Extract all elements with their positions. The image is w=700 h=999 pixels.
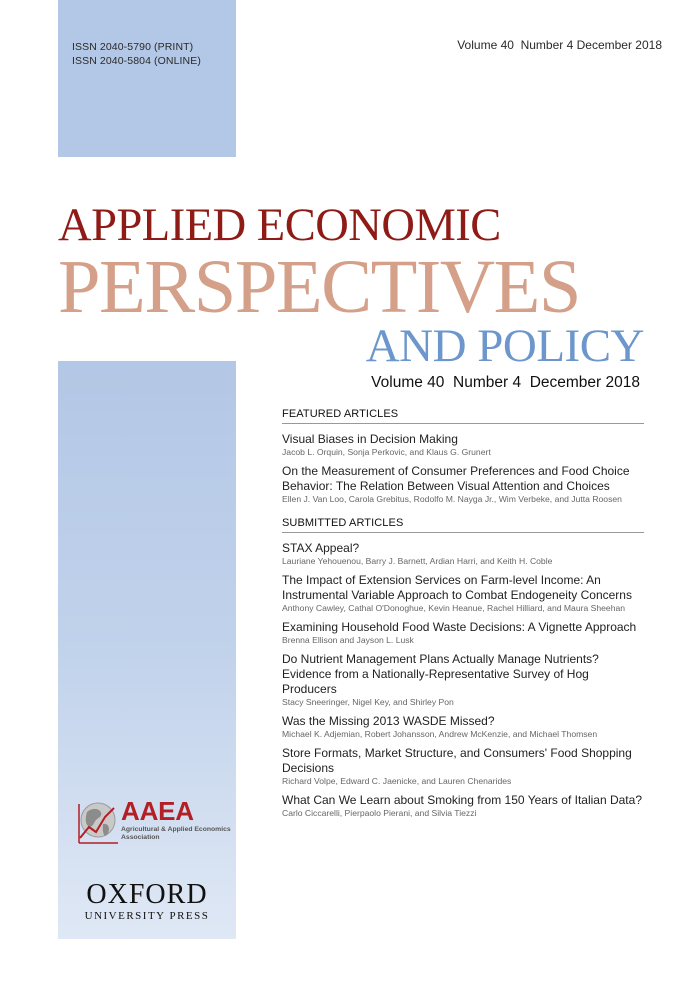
article-title: On the Measurement of Consumer Preferences and Food Choice Behavior: The Relation Between Visual Attention and Choices [282, 464, 630, 493]
featured-heading: FEATURED ARTICLES [282, 408, 644, 424]
oxford-name: OXFORD [86, 879, 208, 910]
oxford-press: UNIVERSITY PRESS [84, 910, 210, 922]
article-authors: Ellen J. Van Loo, Carola Grebitus, Rodolfo M. Nayga Jr., Wim Verbeke, and Jutta Roosen [282, 494, 622, 504]
globe-chart-icon [76, 798, 120, 846]
article-item[interactable] [282, 573, 644, 614]
article-title: Store Formats, Market Structure, and Consumers' Food Shopping Decisions [282, 746, 632, 775]
article-authors: Stacy Sneeringer, Nigel Key, and Shirley Pon [282, 697, 454, 707]
top-color-bar [58, 0, 236, 157]
article-authors: Carlo Ciccarelli, Pierpaolo Pierani, and Silvia Tiezzi [282, 808, 477, 818]
submitted-heading: SUBMITTED ARTICLES [282, 517, 644, 533]
article-title: What Can We Learn about Smoking from 150 Years of Italian Data? [282, 793, 642, 807]
title-line-2: PERSPECTIVES [58, 244, 580, 329]
aaea-abbr: AAEA [121, 796, 194, 826]
article-item[interactable] [282, 432, 644, 458]
article-title: Visual Biases in Decision Making [282, 432, 458, 446]
article-item[interactable] [282, 620, 644, 646]
bottom-color-bar [58, 361, 236, 939]
article-item[interactable] [282, 541, 644, 567]
article-authors: Lauriane Yehouenou, Barry J. Barnett, Ardian Harri, and Keith H. Coble [282, 556, 553, 566]
oxford-logo [58, 880, 236, 923]
article-title: Was the Missing 2013 WASDE Missed? [282, 714, 495, 728]
article-title: The Impact of Extension Services on Farm-level Income: An Instrumental Variable Approach to Combat Endogeneity Concerns [282, 573, 632, 602]
article-title: Do Nutrient Management Plans Actually Manage Nutrients? Evidence from a Nationally-Representative Survey of Hog Producers [282, 652, 599, 696]
table-of-contents [282, 408, 644, 825]
article-authors: Jacob L. Orquin, Sonja Perkovic, and Klaus G. Grunert [282, 447, 491, 457]
title-line-1: APPLIED ECONOMIC [58, 200, 501, 251]
article-item[interactable] [282, 464, 644, 505]
article-authors: Brenna Ellison and Jayson L. Lusk [282, 635, 414, 645]
issn-print: ISSN 2040-5790 (PRINT) [72, 41, 194, 53]
title-line-3: AND POLICY [365, 320, 644, 372]
article-authors: Michael K. Adjemian, Robert Johansson, Andrew McKenzie, and Michael Thomsen [282, 729, 598, 739]
article-item[interactable] [282, 652, 644, 708]
volume-top: Volume 40 Number 4 December 2018 [457, 38, 662, 52]
article-item[interactable] [282, 714, 644, 740]
article-title: Examining Household Food Waste Decisions: A Vignette Approach [282, 620, 637, 634]
article-item[interactable] [282, 746, 644, 787]
volume-main: Volume 40 Number 4 December 2018 [371, 374, 640, 391]
issn-block [72, 40, 201, 68]
issn-online: ISSN 2040-5804 (ONLINE) [72, 55, 201, 67]
article-item[interactable] [282, 793, 644, 819]
article-title: STAX Appeal? [282, 541, 360, 555]
article-authors: Anthony Cawley, Cathal O'Donoghue, Kevin Heanue, Rachel Hilliard, and Maura Sheehan [282, 603, 626, 613]
aaea-name: Agricultural & Applied Economics Association [121, 826, 231, 841]
article-authors: Richard Volpe, Edward C. Jaenicke, and Lauren Chenarides [282, 776, 512, 786]
aaea-logo [76, 796, 231, 848]
